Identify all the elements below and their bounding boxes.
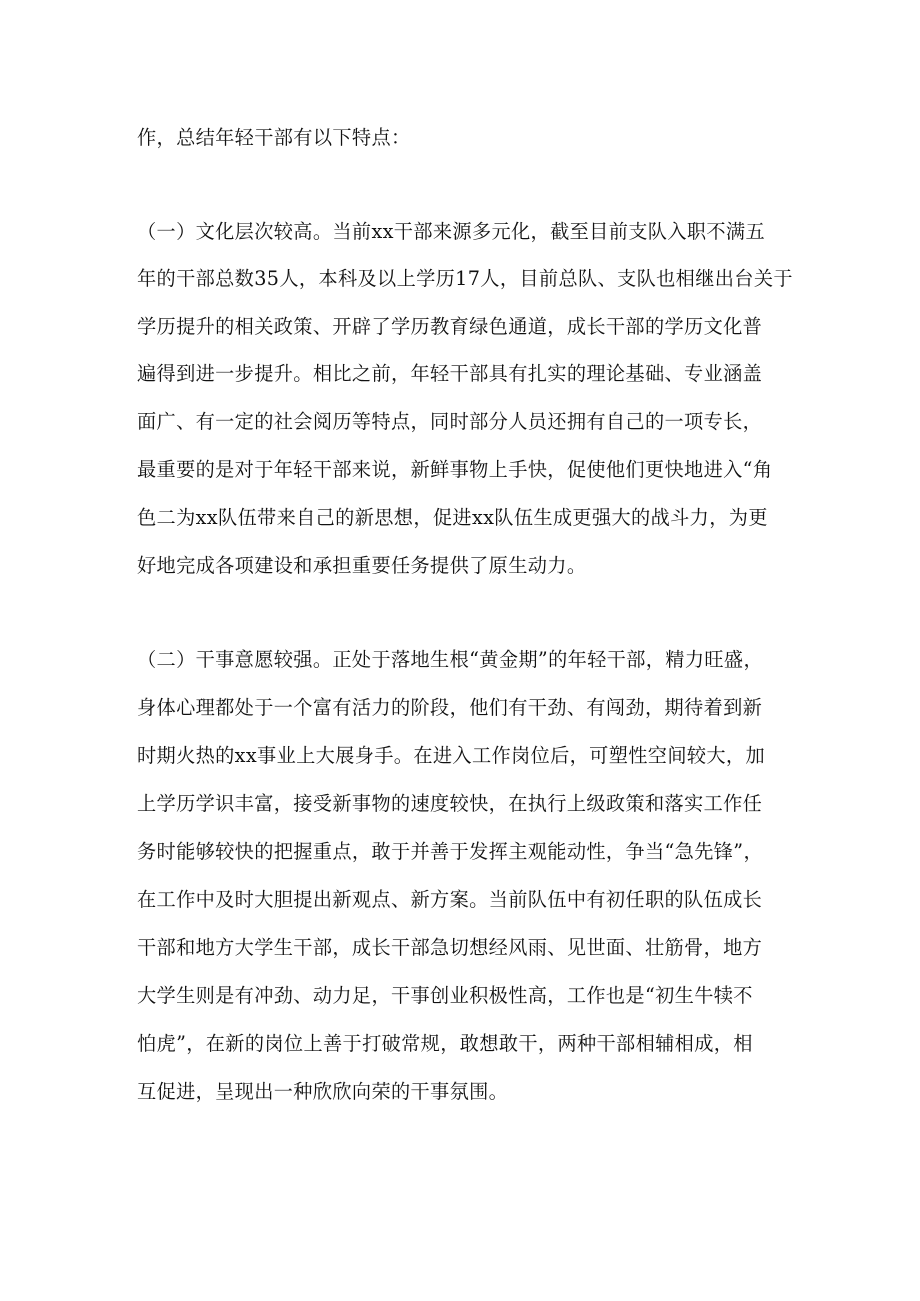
section-1-line: 遍得到进一步提升。相比之前，年轻干部具有扎实的理论基础、专业涵盖	[137, 362, 763, 385]
section-1-line: 色二为xx队伍带来自己的新思想，促进xx队伍生成更强大的战斗力，为更	[137, 506, 768, 529]
section-2-line: 时期火热的xx事业上大展身手。在进入工作岗位后，可塑性空间较大，加	[137, 744, 766, 767]
section-2-line: 大学生则是有冲劲、动力足，干事创业积极性高，工作也是“初生牛犊不	[137, 984, 753, 1007]
section-1-line: 学历提升的相关政策、开辟了学历教育绿色通道，成长干部的学历文化普	[137, 315, 763, 338]
section-1-line: （一）文化层次较高。当前xx干部来源多元化，截至目前支队入职不满五	[137, 220, 766, 243]
section-2-line: 身体心理都处于一个富有活力的阶段，他们有干劲、有闯劲，期待着到新	[137, 696, 763, 719]
section-2-line: （二）干事意愿较强。正处于落地生根“黄金期”的年轻干部，精力旺盛，	[137, 648, 763, 671]
section-2-line: 干部和地方大学生干部，成长干部急切想经风雨、见世面、壮筋骨，地方	[137, 936, 763, 959]
section-1-line: 好地完成各项建设和承担重要任务提供了原生动力。	[137, 554, 587, 577]
section-2-line: 怕虎”，在新的岗位上善于打破常规，敢想敢干，两种干部相辅相成，相	[137, 1032, 753, 1055]
section-1-line: 面广、有一定的社会阅历等特点，同时部分人员还拥有自己的一项专长，	[137, 410, 763, 433]
section-1-line: 最重要的是对于年轻干部来说，新鲜事物上手快，促使他们更快地进入“角	[137, 458, 773, 481]
section-2-line: 上学历学识丰富，接受新事物的速度较快，在执行上级政策和落实工作任	[137, 792, 763, 815]
section-2-line: 互促进，呈现出一种欣欣向荣的干事氛围。	[137, 1080, 509, 1103]
intro-line: 作，总结年轻干部有以下特点：	[137, 126, 411, 149]
section-1-line: 年的干部总数35人，本科及以上学历17人，目前总队、支队也相继出台关于	[137, 267, 793, 290]
section-2-line: 务时能够较快的把握重点，敢于并善于发挥主观能动性，争当“急先锋”，	[137, 840, 763, 863]
section-2-line: 在工作中及时大胆提出新观点、新方案。当前队伍中有初任职的队伍成长	[137, 888, 763, 911]
